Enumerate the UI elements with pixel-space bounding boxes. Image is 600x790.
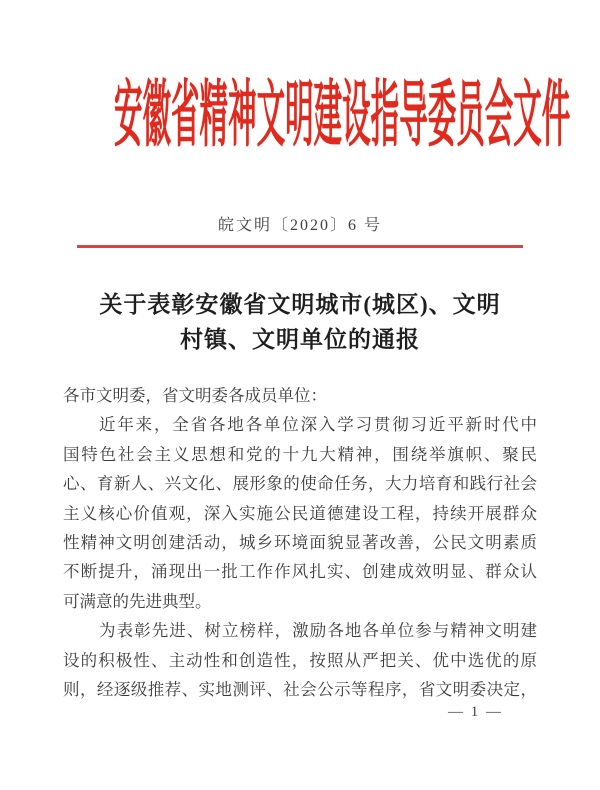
body-line: 国特色社会主义思想和党的十九大精神，围绕举旗帜、聚民 <box>63 444 537 464</box>
body-line: 性精神文明创建活动，城乡环境面貌显著改善，公民文明素质 <box>63 532 537 552</box>
body-line: 为表彰先进、树立榜样，激励各地各单位参与精神文明建 <box>99 621 537 641</box>
body-line: 近年来，全省各地各单位深入学习贯彻习近平新时代中 <box>99 415 537 435</box>
body-line: 不断提升，涌现出一批工作作风扎实、创建成效明显、群众认 <box>63 562 537 582</box>
document-title-line1: 关于表彰安徽省文明城市(城区)、文明 <box>99 292 501 317</box>
body-line: 可满意的先进典型。 <box>63 591 212 611</box>
document-body <box>63 381 537 704</box>
red-header-title: 安徽省精神文明建设指导委员会文件 <box>114 74 571 156</box>
body-line: 主义核心价值观，深入实施公民道德建设工程，持续开展群众 <box>63 503 537 523</box>
body-line: 则，经逐级推荐、实地测评、社会公示等程序，省文明委决定， <box>63 679 537 699</box>
red-divider-line <box>77 245 523 248</box>
body-line: 心、育新人、兴文化、展形象的使命任务，大力培育和践行社会 <box>63 474 537 494</box>
body-line: 设的积极性、主动性和创造性，按照从严把关、优中选优的原 <box>63 650 537 670</box>
body-line: 各市文明委，省文明委各成员单位： <box>63 386 327 405</box>
doc-number: 皖文明〔2020〕6 号 <box>217 217 382 234</box>
document-title <box>0 287 600 357</box>
page-number: — 1 — <box>448 704 503 720</box>
document-title-line2: 村镇、文明单位的通报 <box>180 327 420 352</box>
